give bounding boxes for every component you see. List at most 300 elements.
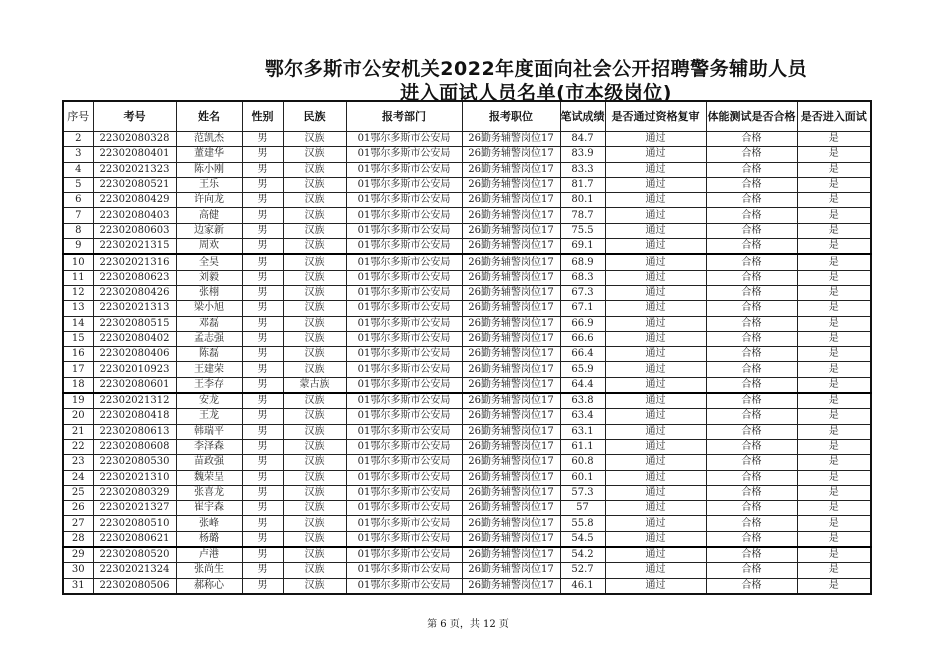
- cell-position: 26勤务辅警岗位17: [462, 563, 560, 578]
- table-row: [63, 563, 871, 578]
- table-row: [63, 347, 871, 362]
- cell-position: 26勤务辅警岗位17: [462, 439, 560, 454]
- cell-seq: 22: [63, 439, 93, 454]
- cell-qualification: 通过: [605, 393, 706, 409]
- cell-exam-no: 22302080401: [93, 147, 176, 162]
- cell-fitness: 合格: [706, 193, 797, 208]
- cell-seq: 28: [63, 531, 93, 547]
- cell-gender: 男: [242, 547, 283, 563]
- table-row: [63, 547, 871, 563]
- cell-department: 01鄂尔多斯市公安局: [346, 516, 462, 531]
- cell-score: 66.4: [560, 347, 605, 362]
- cell-ethnicity: 汉族: [283, 455, 346, 470]
- cell-score: 57.3: [560, 485, 605, 500]
- cell-seq: 26: [63, 501, 93, 516]
- cell-ethnicity: 汉族: [283, 254, 346, 270]
- cell-position: 26勤务辅警岗位17: [462, 285, 560, 300]
- cell-seq: 6: [63, 193, 93, 208]
- cell-score: 69.1: [560, 239, 605, 255]
- cell-fitness: 合格: [706, 347, 797, 362]
- cell-position: 26勤务辅警岗位17: [462, 455, 560, 470]
- cell-qualification: 通过: [605, 132, 706, 147]
- header-row: [63, 101, 871, 132]
- cell-name: 王龙: [176, 409, 242, 424]
- cell-score: 75.5: [560, 223, 605, 238]
- cell-position: 26勤务辅警岗位17: [462, 193, 560, 208]
- table-row: [63, 162, 871, 177]
- cell-exam-no: 22302080521: [93, 177, 176, 192]
- cell-department: 01鄂尔多斯市公安局: [346, 362, 462, 377]
- cell-exam-no: 22302021324: [93, 563, 176, 578]
- cell-position: 26勤务辅警岗位17: [462, 254, 560, 270]
- cell-fitness: 合格: [706, 424, 797, 439]
- cell-ethnicity: 汉族: [283, 531, 346, 547]
- cell-interview: 是: [797, 455, 871, 470]
- cell-seq: 3: [63, 147, 93, 162]
- cell-position: 26勤务辅警岗位17: [462, 501, 560, 516]
- cell-interview: 是: [797, 239, 871, 255]
- cell-gender: 男: [242, 193, 283, 208]
- cell-department: 01鄂尔多斯市公安局: [346, 285, 462, 300]
- cell-interview: 是: [797, 501, 871, 516]
- cell-gender: 男: [242, 223, 283, 238]
- cell-interview: 是: [797, 331, 871, 346]
- cell-qualification: 通过: [605, 439, 706, 454]
- cell-qualification: 通过: [605, 409, 706, 424]
- table-row: [63, 470, 871, 485]
- cell-exam-no: 22302080506: [93, 578, 176, 594]
- cell-seq: 20: [63, 409, 93, 424]
- cell-fitness: 合格: [706, 254, 797, 270]
- cell-exam-no: 22302021312: [93, 393, 176, 409]
- cell-position: 26勤务辅警岗位17: [462, 377, 560, 393]
- cell-interview: 是: [797, 470, 871, 485]
- cell-exam-no: 22302021315: [93, 239, 176, 255]
- cell-fitness: 合格: [706, 501, 797, 516]
- cell-ethnicity: 汉族: [283, 270, 346, 285]
- cell-fitness: 合格: [706, 377, 797, 393]
- cell-seq: 12: [63, 285, 93, 300]
- cell-exam-no: 22302080515: [93, 316, 176, 331]
- cell-exam-no: 22302080621: [93, 531, 176, 547]
- table-row: [63, 285, 871, 300]
- cell-seq: 19: [63, 393, 93, 409]
- cell-exam-no: 22302080403: [93, 208, 176, 223]
- cell-seq: 16: [63, 347, 93, 362]
- cell-department: 01鄂尔多斯市公安局: [346, 301, 462, 316]
- cell-fitness: 合格: [706, 485, 797, 500]
- cell-fitness: 合格: [706, 132, 797, 147]
- table-row: [63, 531, 871, 547]
- cell-department: 01鄂尔多斯市公安局: [346, 578, 462, 594]
- cell-gender: 男: [242, 362, 283, 377]
- cell-qualification: 通过: [605, 285, 706, 300]
- cell-qualification: 通过: [605, 331, 706, 346]
- cell-qualification: 通过: [605, 239, 706, 255]
- cell-ethnicity: 汉族: [283, 147, 346, 162]
- cell-name: 崔宇森: [176, 501, 242, 516]
- cell-position: 26勤务辅警岗位17: [462, 162, 560, 177]
- cell-fitness: 合格: [706, 316, 797, 331]
- cell-exam-no: 22302080406: [93, 347, 176, 362]
- cell-score: 67.3: [560, 285, 605, 300]
- cell-ethnicity: 汉族: [283, 563, 346, 578]
- col-header-exam-no: 考号: [93, 101, 176, 132]
- cell-ethnicity: 汉族: [283, 285, 346, 300]
- cell-name: 边家新: [176, 223, 242, 238]
- cell-exam-no: 22302080601: [93, 377, 176, 393]
- cell-exam-no: 22302080429: [93, 193, 176, 208]
- cell-gender: 男: [242, 409, 283, 424]
- cell-name: 苗政强: [176, 455, 242, 470]
- cell-exam-no: 22302021310: [93, 470, 176, 485]
- cell-fitness: 合格: [706, 578, 797, 594]
- cell-fitness: 合格: [706, 285, 797, 300]
- col-header-fitness: 体能测试是否合格: [706, 101, 797, 132]
- cell-department: 01鄂尔多斯市公安局: [346, 531, 462, 547]
- cell-name: 邓磊: [176, 316, 242, 331]
- cell-ethnicity: 汉族: [283, 485, 346, 500]
- cell-score: 66.6: [560, 331, 605, 346]
- cell-ethnicity: 汉族: [283, 409, 346, 424]
- cell-name: 陈小刚: [176, 162, 242, 177]
- cell-position: 26勤务辅警岗位17: [462, 531, 560, 547]
- col-header-position: 报考职位: [462, 101, 560, 132]
- cell-interview: 是: [797, 516, 871, 531]
- cell-department: 01鄂尔多斯市公安局: [346, 377, 462, 393]
- candidate-table: [62, 100, 872, 595]
- cell-score: 61.1: [560, 439, 605, 454]
- cell-gender: 男: [242, 377, 283, 393]
- cell-fitness: 合格: [706, 162, 797, 177]
- cell-department: 01鄂尔多斯市公安局: [346, 132, 462, 147]
- cell-name: 高健: [176, 208, 242, 223]
- cell-gender: 男: [242, 162, 283, 177]
- document-title: 鄂尔多斯市公安机关2022年度面向社会公开招聘警务辅助人员: [264, 58, 808, 80]
- table-row: [63, 193, 871, 208]
- cell-position: 26勤务辅警岗位17: [462, 516, 560, 531]
- cell-qualification: 通过: [605, 578, 706, 594]
- cell-seq: 29: [63, 547, 93, 563]
- cell-gender: 男: [242, 347, 283, 362]
- cell-ethnicity: 汉族: [283, 177, 346, 192]
- cell-qualification: 通过: [605, 270, 706, 285]
- cell-position: 26勤务辅警岗位17: [462, 547, 560, 563]
- cell-position: 26勤务辅警岗位17: [462, 331, 560, 346]
- cell-name: 刘毅: [176, 270, 242, 285]
- cell-name: 董建华: [176, 147, 242, 162]
- cell-score: 80.1: [560, 193, 605, 208]
- cell-gender: 男: [242, 439, 283, 454]
- cell-name: 王李存: [176, 377, 242, 393]
- cell-ethnicity: 汉族: [283, 301, 346, 316]
- col-header-qualification: 是否通过资格复审: [605, 101, 706, 132]
- cell-position: 26勤务辅警岗位17: [462, 147, 560, 162]
- cell-interview: 是: [797, 177, 871, 192]
- cell-gender: 男: [242, 563, 283, 578]
- cell-exam-no: 22302080329: [93, 485, 176, 500]
- cell-seq: 15: [63, 331, 93, 346]
- cell-qualification: 通过: [605, 177, 706, 192]
- cell-position: 26勤务辅警岗位17: [462, 301, 560, 316]
- cell-position: 26勤务辅警岗位17: [462, 223, 560, 238]
- cell-name: 许向龙: [176, 193, 242, 208]
- table-row: [63, 316, 871, 331]
- cell-fitness: 合格: [706, 455, 797, 470]
- cell-gender: 男: [242, 455, 283, 470]
- cell-fitness: 合格: [706, 239, 797, 255]
- cell-department: 01鄂尔多斯市公安局: [346, 347, 462, 362]
- cell-ethnicity: 汉族: [283, 239, 346, 255]
- cell-position: 26勤务辅警岗位17: [462, 485, 560, 500]
- cell-name: 安龙: [176, 393, 242, 409]
- table-row: [63, 424, 871, 439]
- cell-seq: 17: [63, 362, 93, 377]
- table-row: [63, 223, 871, 238]
- cell-ethnicity: 汉族: [283, 208, 346, 223]
- cell-exam-no: 22302080418: [93, 409, 176, 424]
- cell-qualification: 通过: [605, 455, 706, 470]
- cell-interview: 是: [797, 424, 871, 439]
- cell-gender: 男: [242, 208, 283, 223]
- cell-exam-no: 22302080510: [93, 516, 176, 531]
- cell-qualification: 通过: [605, 208, 706, 223]
- cell-department: 01鄂尔多斯市公安局: [346, 485, 462, 500]
- cell-department: 01鄂尔多斯市公安局: [346, 254, 462, 270]
- cell-gender: 男: [242, 470, 283, 485]
- table-row: [63, 147, 871, 162]
- cell-ethnicity: 汉族: [283, 193, 346, 208]
- cell-seq: 13: [63, 301, 93, 316]
- cell-qualification: 通过: [605, 501, 706, 516]
- cell-name: 魏荣呈: [176, 470, 242, 485]
- cell-qualification: 通过: [605, 531, 706, 547]
- cell-gender: 男: [242, 254, 283, 270]
- cell-seq: 18: [63, 377, 93, 393]
- cell-name: 张峰: [176, 516, 242, 531]
- cell-score: 52.7: [560, 563, 605, 578]
- cell-ethnicity: 汉族: [283, 223, 346, 238]
- cell-name: 张栩: [176, 285, 242, 300]
- cell-fitness: 合格: [706, 516, 797, 531]
- cell-qualification: 通过: [605, 563, 706, 578]
- cell-name: 李泽森: [176, 439, 242, 454]
- cell-interview: 是: [797, 208, 871, 223]
- cell-gender: 男: [242, 177, 283, 192]
- cell-department: 01鄂尔多斯市公安局: [346, 424, 462, 439]
- cell-name: 孟志强: [176, 331, 242, 346]
- cell-qualification: 通过: [605, 377, 706, 393]
- cell-position: 26勤务辅警岗位17: [462, 316, 560, 331]
- cell-score: 63.8: [560, 393, 605, 409]
- cell-department: 01鄂尔多斯市公安局: [346, 193, 462, 208]
- cell-qualification: 通过: [605, 254, 706, 270]
- cell-department: 01鄂尔多斯市公安局: [346, 177, 462, 192]
- cell-exam-no: 22302080520: [93, 547, 176, 563]
- cell-position: 26勤务辅警岗位17: [462, 424, 560, 439]
- cell-ethnicity: 汉族: [283, 424, 346, 439]
- cell-department: 01鄂尔多斯市公安局: [346, 239, 462, 255]
- cell-qualification: 通过: [605, 362, 706, 377]
- cell-department: 01鄂尔多斯市公安局: [346, 270, 462, 285]
- cell-name: 杨璐: [176, 531, 242, 547]
- cell-seq: 24: [63, 470, 93, 485]
- cell-fitness: 合格: [706, 270, 797, 285]
- table-row: [63, 501, 871, 516]
- cell-qualification: 通过: [605, 223, 706, 238]
- cell-score: 83.9: [560, 147, 605, 162]
- cell-position: 26勤务辅警岗位17: [462, 270, 560, 285]
- cell-name: 王建荣: [176, 362, 242, 377]
- cell-gender: 男: [242, 270, 283, 285]
- cell-exam-no: 22302021327: [93, 501, 176, 516]
- cell-interview: 是: [797, 223, 871, 238]
- cell-qualification: 通过: [605, 547, 706, 563]
- cell-interview: 是: [797, 301, 871, 316]
- table-row: [63, 362, 871, 377]
- cell-gender: 男: [242, 393, 283, 409]
- cell-seq: 31: [63, 578, 93, 594]
- cell-ethnicity: 汉族: [283, 501, 346, 516]
- cell-name: 范凯杰: [176, 132, 242, 147]
- cell-score: 55.8: [560, 516, 605, 531]
- cell-name: 全昊: [176, 254, 242, 270]
- cell-interview: 是: [797, 270, 871, 285]
- table-row: [63, 516, 871, 531]
- cell-fitness: 合格: [706, 147, 797, 162]
- cell-fitness: 合格: [706, 177, 797, 192]
- cell-seq: 30: [63, 563, 93, 578]
- cell-seq: 27: [63, 516, 93, 531]
- cell-ethnicity: 汉族: [283, 347, 346, 362]
- cell-qualification: 通过: [605, 485, 706, 500]
- cell-fitness: 合格: [706, 362, 797, 377]
- cell-seq: 10: [63, 254, 93, 270]
- cell-ethnicity: 汉族: [283, 547, 346, 563]
- cell-seq: 9: [63, 239, 93, 255]
- cell-name: 周欢: [176, 239, 242, 255]
- col-header-interview: 是否进入面试: [797, 101, 871, 132]
- cell-ethnicity: 汉族: [283, 393, 346, 409]
- cell-name: 韩瑞平: [176, 424, 242, 439]
- cell-score: 54.2: [560, 547, 605, 563]
- cell-department: 01鄂尔多斯市公安局: [346, 547, 462, 563]
- cell-qualification: 通过: [605, 316, 706, 331]
- cell-gender: 男: [242, 301, 283, 316]
- cell-position: 26勤务辅警岗位17: [462, 578, 560, 594]
- cell-gender: 男: [242, 239, 283, 255]
- cell-department: 01鄂尔多斯市公安局: [346, 331, 462, 346]
- cell-exam-no: 22302021323: [93, 162, 176, 177]
- cell-score: 64.4: [560, 377, 605, 393]
- cell-score: 63.4: [560, 409, 605, 424]
- cell-department: 01鄂尔多斯市公安局: [346, 147, 462, 162]
- cell-fitness: 合格: [706, 563, 797, 578]
- cell-interview: 是: [797, 316, 871, 331]
- cell-name: 张尚生: [176, 563, 242, 578]
- cell-gender: 男: [242, 485, 283, 500]
- cell-qualification: 通过: [605, 147, 706, 162]
- col-header-ethnicity: 民族: [283, 101, 346, 132]
- cell-qualification: 通过: [605, 470, 706, 485]
- table-row: [63, 485, 871, 500]
- cell-seq: 11: [63, 270, 93, 285]
- col-header-department: 报考部门: [346, 101, 462, 132]
- col-header-gender: 性别: [242, 101, 283, 132]
- cell-position: 26勤务辅警岗位17: [462, 239, 560, 255]
- cell-interview: 是: [797, 285, 871, 300]
- cell-position: 26勤务辅警岗位17: [462, 362, 560, 377]
- cell-ethnicity: 汉族: [283, 439, 346, 454]
- cell-interview: 是: [797, 347, 871, 362]
- cell-department: 01鄂尔多斯市公安局: [346, 223, 462, 238]
- cell-score: 57: [560, 501, 605, 516]
- table-row: [63, 254, 871, 270]
- cell-interview: 是: [797, 547, 871, 563]
- cell-fitness: 合格: [706, 439, 797, 454]
- cell-qualification: 通过: [605, 301, 706, 316]
- col-header-score: 笔试成绩: [560, 101, 605, 132]
- table-row: [63, 270, 871, 285]
- cell-score: 81.7: [560, 177, 605, 192]
- document-subtitle: 进入面试人员名单(市本级岗位): [400, 82, 672, 104]
- table-row: [63, 132, 871, 147]
- cell-seq: 5: [63, 177, 93, 192]
- cell-name: 郝称心: [176, 578, 242, 594]
- table-row: [63, 455, 871, 470]
- cell-score: 83.3: [560, 162, 605, 177]
- cell-gender: 男: [242, 316, 283, 331]
- cell-seq: 4: [63, 162, 93, 177]
- cell-department: 01鄂尔多斯市公安局: [346, 316, 462, 331]
- cell-seq: 8: [63, 223, 93, 238]
- cell-score: 68.9: [560, 254, 605, 270]
- cell-fitness: 合格: [706, 470, 797, 485]
- cell-position: 26勤务辅警岗位17: [462, 470, 560, 485]
- cell-department: 01鄂尔多斯市公安局: [346, 439, 462, 454]
- cell-seq: 25: [63, 485, 93, 500]
- cell-gender: 男: [242, 132, 283, 147]
- cell-department: 01鄂尔多斯市公安局: [346, 208, 462, 223]
- cell-fitness: 合格: [706, 409, 797, 424]
- cell-interview: 是: [797, 254, 871, 270]
- table-row: [63, 377, 871, 393]
- cell-name: 张喜龙: [176, 485, 242, 500]
- cell-department: 01鄂尔多斯市公安局: [346, 470, 462, 485]
- cell-score: 66.9: [560, 316, 605, 331]
- cell-position: 26勤务辅警岗位17: [462, 347, 560, 362]
- table-row: [63, 177, 871, 192]
- cell-position: 26勤务辅警岗位17: [462, 208, 560, 223]
- cell-fitness: 合格: [706, 531, 797, 547]
- cell-position: 26勤务辅警岗位17: [462, 177, 560, 192]
- col-header-name: 姓名: [176, 101, 242, 132]
- cell-name: 梁小旭: [176, 301, 242, 316]
- cell-score: 84.7: [560, 132, 605, 147]
- cell-interview: 是: [797, 531, 871, 547]
- table-row: [63, 409, 871, 424]
- cell-gender: 男: [242, 501, 283, 516]
- table-row: [63, 239, 871, 255]
- cell-interview: 是: [797, 439, 871, 454]
- cell-ethnicity: 汉族: [283, 316, 346, 331]
- cell-fitness: 合格: [706, 331, 797, 346]
- cell-exam-no: 22302080530: [93, 455, 176, 470]
- table-row: [63, 331, 871, 346]
- cell-ethnicity: 汉族: [283, 516, 346, 531]
- cell-score: 60.8: [560, 455, 605, 470]
- cell-score: 78.7: [560, 208, 605, 223]
